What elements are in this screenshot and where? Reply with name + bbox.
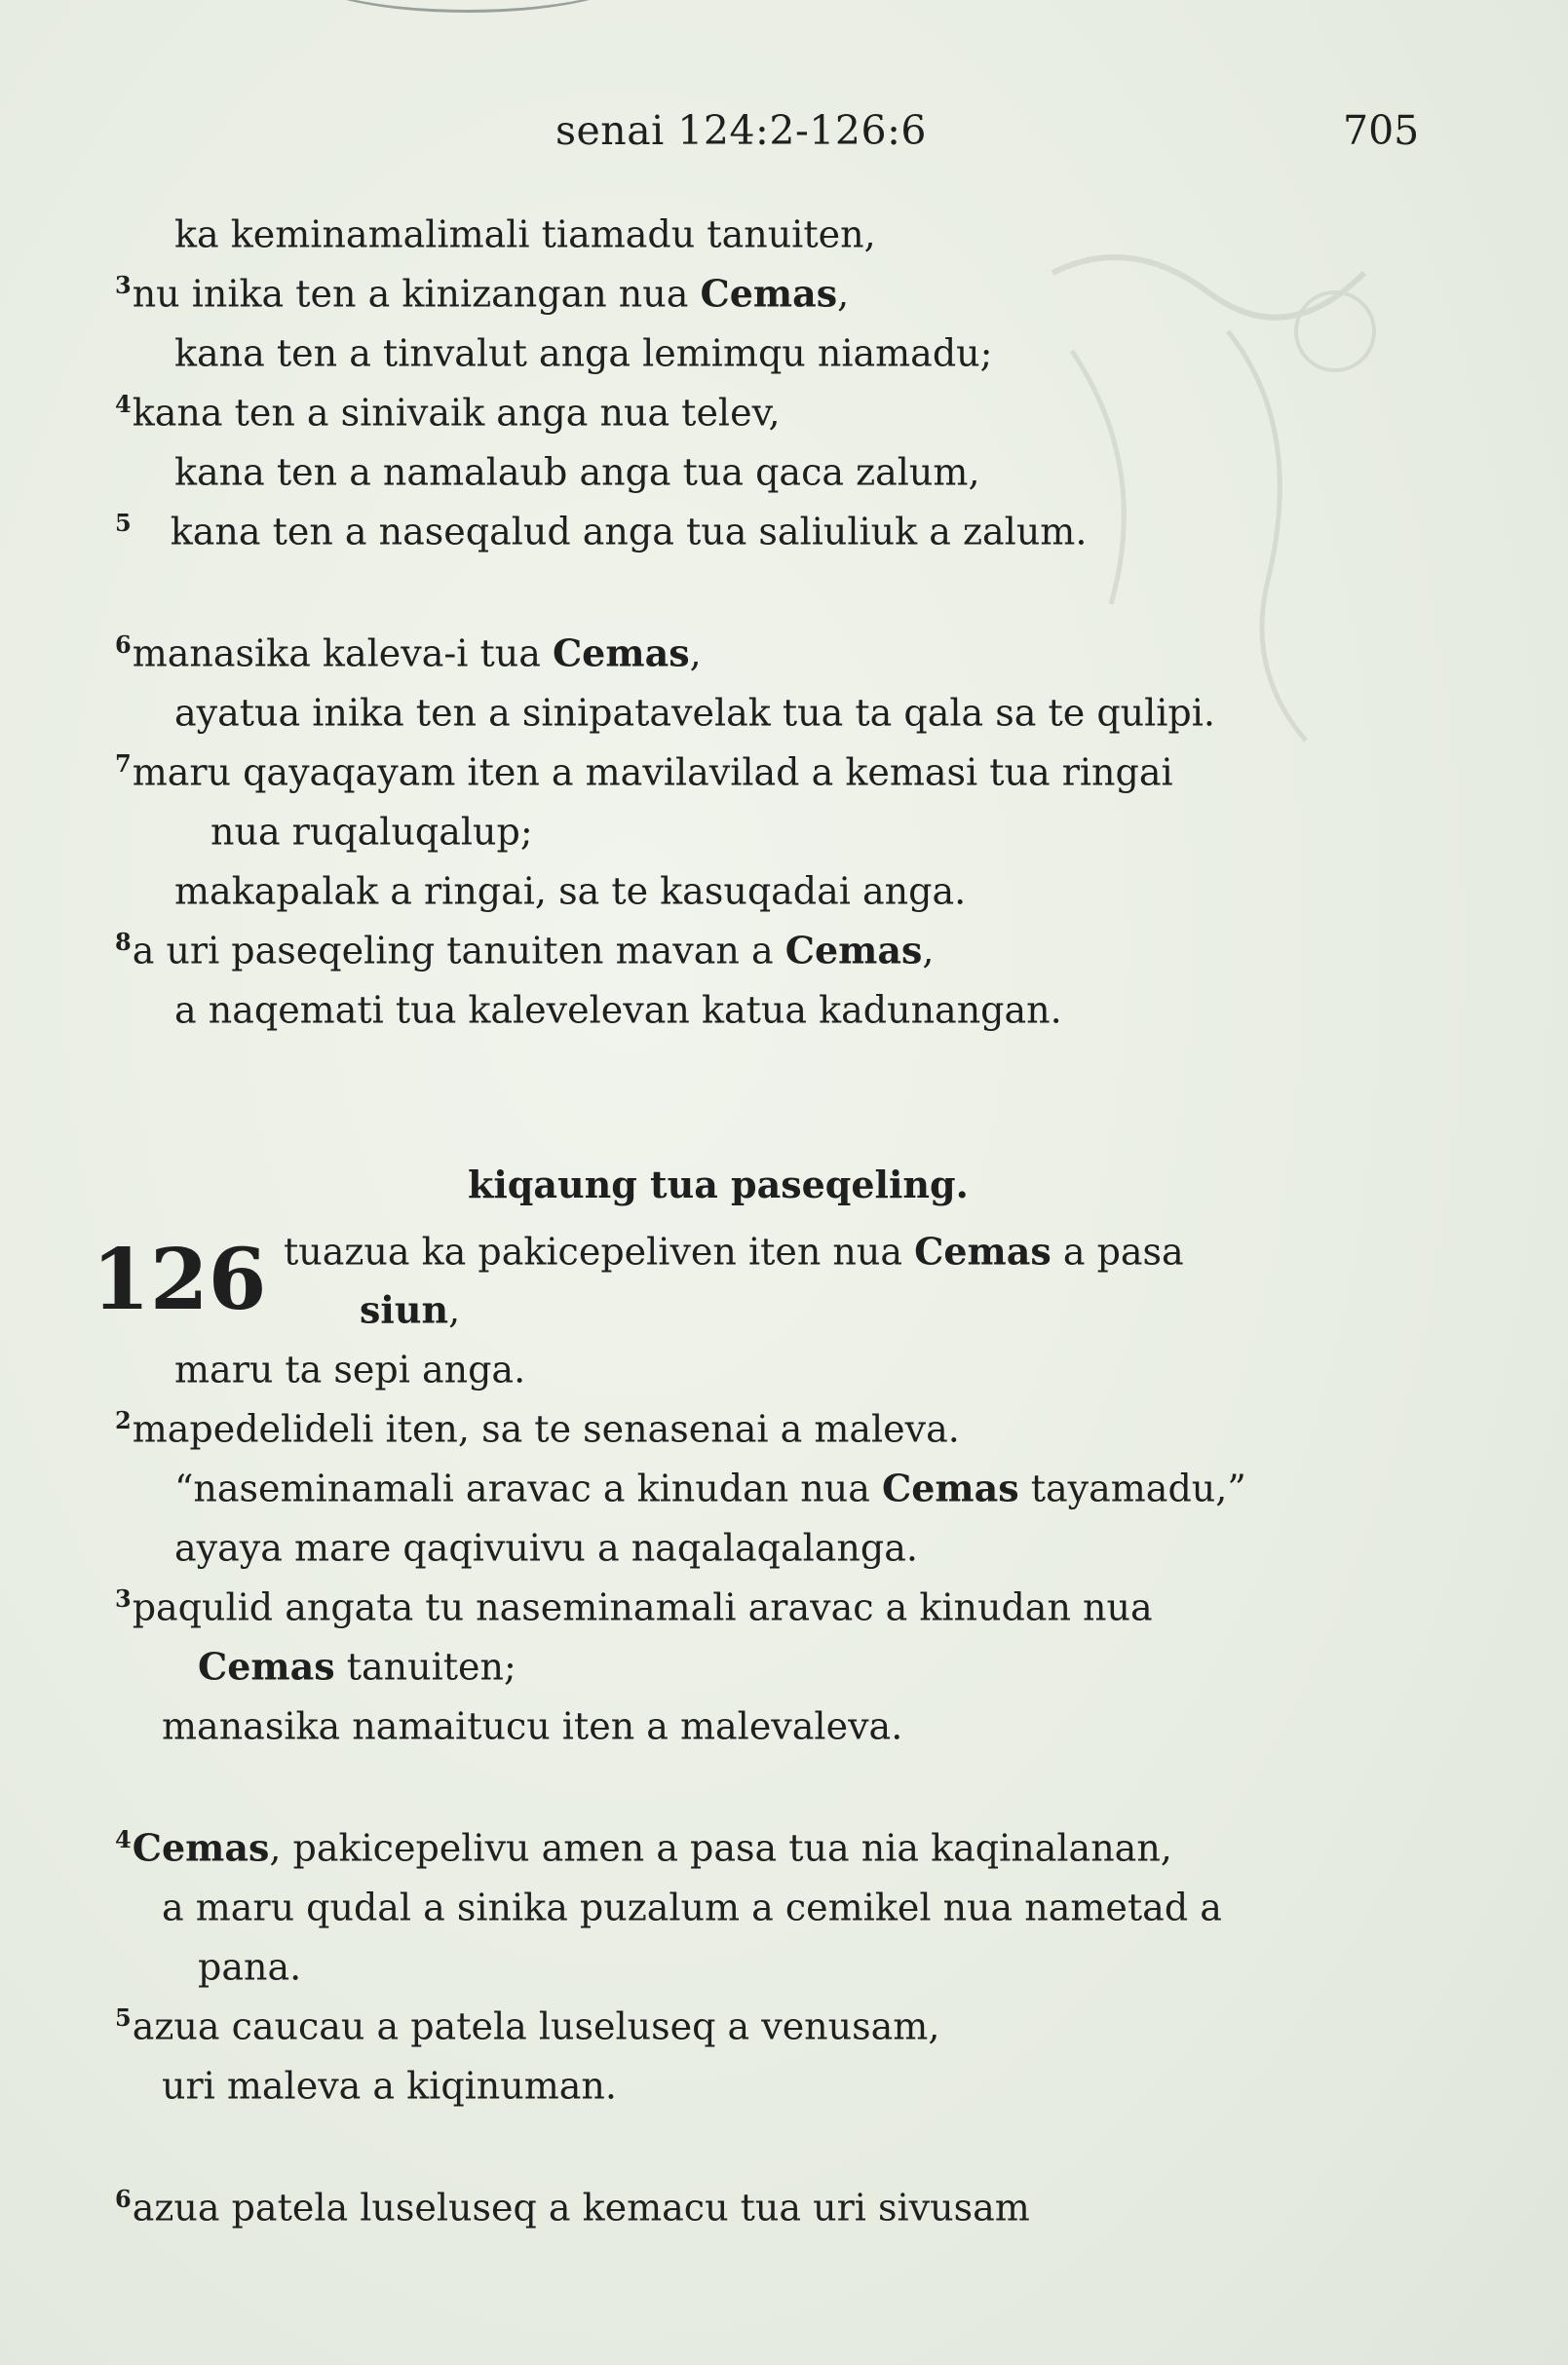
verse-line: uri maleva a kiqinuman. xyxy=(162,2064,617,2108)
verse-line: $^5$azua caucau a patela luseluseq a venusam, xyxy=(115,2003,940,2048)
verse-line: siun, xyxy=(360,1287,461,1332)
verse-line: kana ten a tinvalut anga lemimqu niamadu; xyxy=(174,331,993,375)
verse-line: manasika namaitucu iten a malevaleva. xyxy=(162,1704,903,1748)
page-top-curve xyxy=(292,0,643,13)
verse-line: ayatua inika ten a sinipatavelak tua ta qala sa te qulipi. xyxy=(174,691,1215,735)
verse-line: $^6$azua patela luseluseq a kemacu tua uri sivusam xyxy=(115,2185,1030,2230)
verse-line: $^3$nu inika ten a kinizangan nua Cemas, xyxy=(115,271,850,316)
verse-line: ayaya mare qaqivuivu a naqalaqalanga. xyxy=(174,1526,918,1570)
verse-line: makapalak a ringai, sa te kasuqadai anga. xyxy=(174,869,967,913)
verse-line: pana. xyxy=(198,1945,302,1989)
verse-line: a maru qudal a sinika puzalum a cemikel nua nametad a xyxy=(162,1886,1222,1929)
verse-line: “naseminamali aravac a kinudan nua Cemas tayamadu,” xyxy=(174,1466,1246,1510)
running-head: senai 124:2-126:6 xyxy=(555,107,927,154)
verse-line: maru ta sepi anga. xyxy=(174,1348,526,1392)
verse-line: $^8$a uri paseqeling tanuiten mavan a Cemas, xyxy=(115,928,935,973)
verse-line: Cemas tanuiten; xyxy=(198,1644,516,1689)
psalm-number: 126 xyxy=(92,1231,267,1329)
verse-line: $^6$manasika kaleva-i tua Cemas, xyxy=(115,630,702,675)
verse-line: $^4$kana ten a sinivaik anga nua telev, xyxy=(115,390,781,435)
section-heading: kiqaung tua paseqeling. xyxy=(468,1163,969,1206)
verse-line: nua ruqaluqalup; xyxy=(210,810,533,854)
verse-line: $^2$mapedelideli iten, sa te senasenai a maleva. xyxy=(115,1406,960,1451)
verse-line: $^4$Cemas, pakicepelivu amen a pasa tua nia kaqinalanan, xyxy=(115,1825,1172,1870)
verse-line: tuazua ka pakicepeliven iten nua Cemas a pasa xyxy=(284,1229,1184,1274)
verse-line: $^5$ kana ten a naseqalud anga tua saliuliuk a zalum. xyxy=(115,509,1088,553)
verse-line: kana ten a namalaub anga tua qaca zalum, xyxy=(174,450,980,494)
bleed-through-illustration xyxy=(1013,214,1423,760)
page-number: 705 xyxy=(1343,107,1420,154)
verse-line: a naqemati tua kalevelevan katua kadunangan. xyxy=(174,988,1062,1032)
verse-line: ka keminamalimali tiamadu tanuiten, xyxy=(174,212,876,256)
verse-line: $^3$paqulid angata tu naseminamali aravac a kinudan nua xyxy=(115,1584,1153,1629)
page-header xyxy=(0,107,1568,166)
verse-line: $^7$maru qayaqayam iten a mavilavilad a kemasi tua ringai xyxy=(115,749,1173,794)
